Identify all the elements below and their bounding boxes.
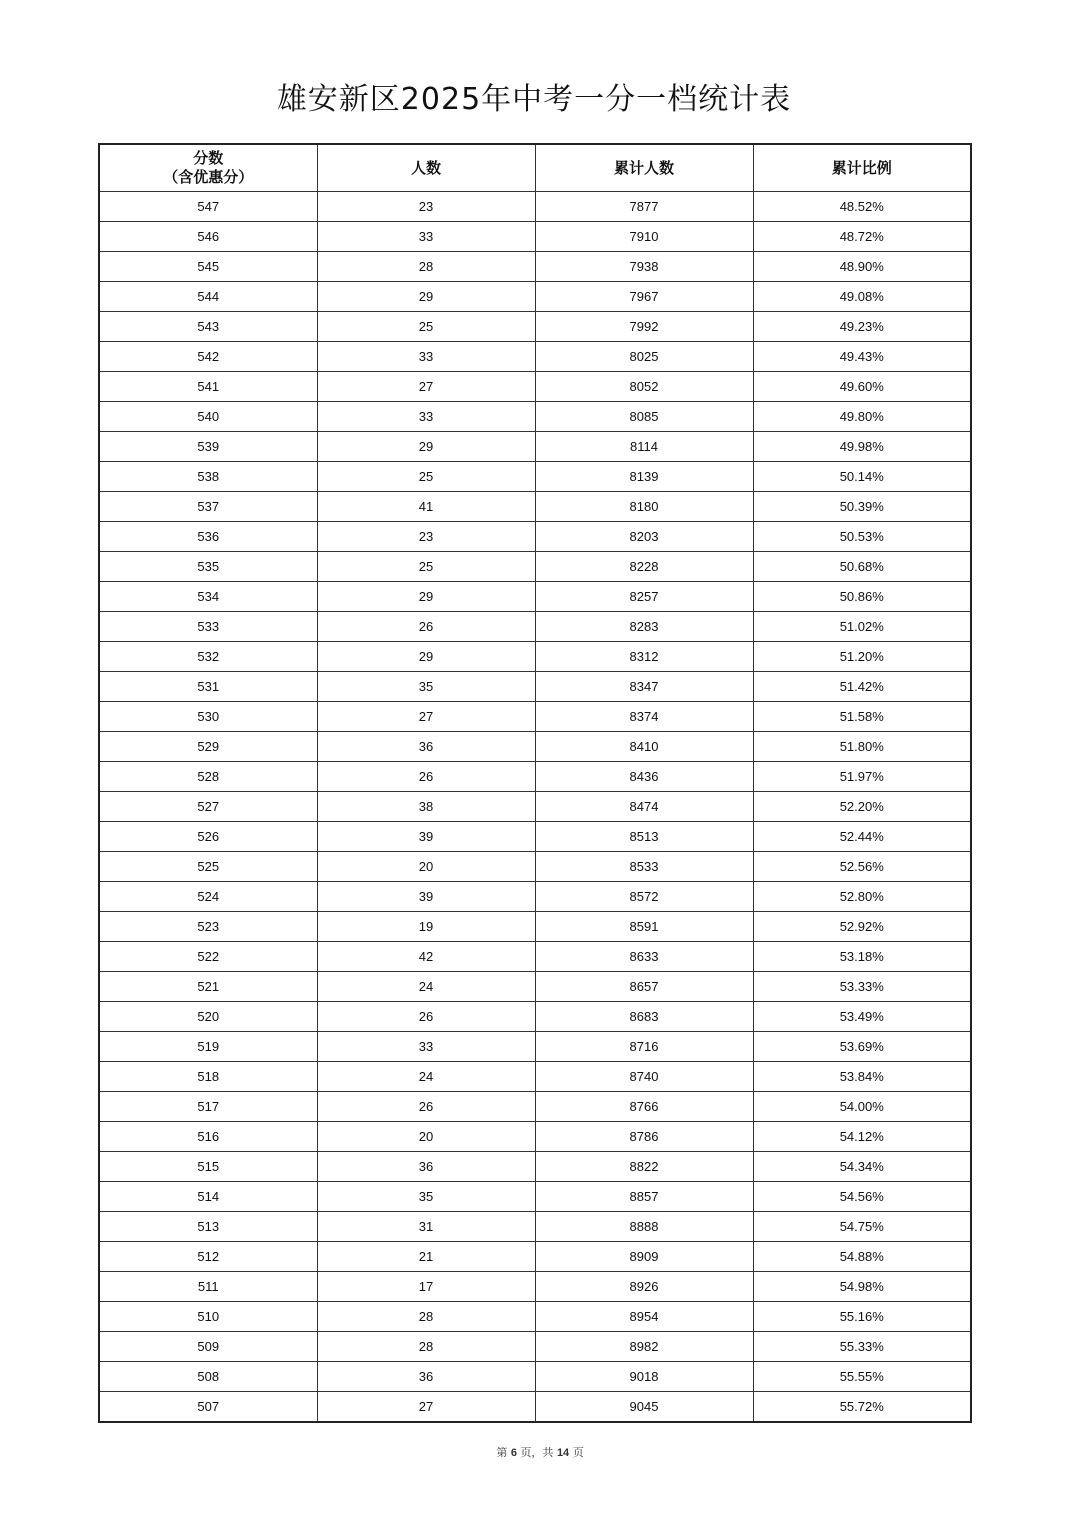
cell-score: 526	[99, 822, 317, 852]
cell-cumulative-count: 8572	[535, 882, 753, 912]
cell-cumulative-count: 8633	[535, 942, 753, 972]
cell-score: 525	[99, 852, 317, 882]
cell-cumulative-count: 8513	[535, 822, 753, 852]
cell-cumulative-count: 8926	[535, 1272, 753, 1302]
cell-score: 524	[99, 882, 317, 912]
cell-count: 31	[317, 1212, 535, 1242]
cell-cumulative-count: 9045	[535, 1392, 753, 1423]
cell-score: 511	[99, 1272, 317, 1302]
cell-cumulative-count: 7910	[535, 222, 753, 252]
cell-score: 538	[99, 462, 317, 492]
page-footer	[0, 1444, 1080, 1460]
cell-cumulative-ratio: 50.53%	[753, 522, 971, 552]
footer-prefix: 第	[496, 1446, 508, 1459]
cell-cumulative-ratio: 48.52%	[753, 192, 971, 222]
table-row	[99, 1032, 971, 1062]
table-row	[99, 642, 971, 672]
header-score-line2: （含优惠分）	[163, 168, 254, 186]
cell-cumulative-ratio: 48.90%	[753, 252, 971, 282]
table-row	[99, 1302, 971, 1332]
table-row	[99, 1362, 971, 1392]
cell-cumulative-ratio: 54.75%	[753, 1212, 971, 1242]
cell-count: 28	[317, 1302, 535, 1332]
cell-count: 19	[317, 912, 535, 942]
cell-score: 515	[99, 1152, 317, 1182]
table-row	[99, 912, 971, 942]
table-body	[99, 192, 971, 1423]
cell-score: 519	[99, 1032, 317, 1062]
table-row	[99, 672, 971, 702]
cell-count: 36	[317, 1152, 535, 1182]
cell-cumulative-ratio: 54.98%	[753, 1272, 971, 1302]
cell-count: 20	[317, 852, 535, 882]
header-cumulative-ratio: 累计比例	[753, 144, 971, 192]
cell-cumulative-count: 8283	[535, 612, 753, 642]
cell-cumulative-ratio: 48.72%	[753, 222, 971, 252]
cell-cumulative-count: 8085	[535, 402, 753, 432]
cell-cumulative-count: 7877	[535, 192, 753, 222]
cell-cumulative-ratio: 55.16%	[753, 1302, 971, 1332]
cell-cumulative-ratio: 51.20%	[753, 642, 971, 672]
cell-cumulative-count: 8312	[535, 642, 753, 672]
cell-count: 27	[317, 702, 535, 732]
cell-cumulative-count: 8410	[535, 732, 753, 762]
cell-count: 29	[317, 432, 535, 462]
cell-score: 534	[99, 582, 317, 612]
cell-count: 26	[317, 762, 535, 792]
table-row	[99, 942, 971, 972]
cell-score: 517	[99, 1092, 317, 1122]
cell-count: 27	[317, 1392, 535, 1423]
cell-count: 29	[317, 282, 535, 312]
table-row	[99, 402, 971, 432]
cell-cumulative-count: 8591	[535, 912, 753, 942]
table-row	[99, 1332, 971, 1362]
cell-score: 528	[99, 762, 317, 792]
cell-score: 530	[99, 702, 317, 732]
table-row	[99, 222, 971, 252]
cell-count: 36	[317, 732, 535, 762]
footer-suffix: 页	[572, 1446, 584, 1459]
table-row	[99, 1182, 971, 1212]
footer-total-pages: 14	[556, 1447, 570, 1459]
table-row	[99, 462, 971, 492]
cell-cumulative-count: 8257	[535, 582, 753, 612]
cell-cumulative-ratio: 51.42%	[753, 672, 971, 702]
table-row	[99, 762, 971, 792]
cell-cumulative-ratio: 49.80%	[753, 402, 971, 432]
cell-cumulative-count: 8436	[535, 762, 753, 792]
cell-cumulative-ratio: 54.56%	[753, 1182, 971, 1212]
cell-cumulative-ratio: 49.08%	[753, 282, 971, 312]
cell-count: 35	[317, 672, 535, 702]
cell-cumulative-count: 9018	[535, 1362, 753, 1392]
cell-count: 39	[317, 822, 535, 852]
cell-count: 42	[317, 942, 535, 972]
cell-score: 547	[99, 192, 317, 222]
cell-cumulative-count: 8139	[535, 462, 753, 492]
cell-cumulative-ratio: 52.44%	[753, 822, 971, 852]
cell-cumulative-ratio: 50.86%	[753, 582, 971, 612]
cell-count: 33	[317, 1032, 535, 1062]
cell-score: 508	[99, 1362, 317, 1392]
cell-score: 509	[99, 1332, 317, 1362]
table-row	[99, 192, 971, 222]
cell-cumulative-ratio: 51.02%	[753, 612, 971, 642]
cell-cumulative-ratio: 52.56%	[753, 852, 971, 882]
cell-cumulative-count: 8025	[535, 342, 753, 372]
cell-count: 35	[317, 1182, 535, 1212]
cell-score: 540	[99, 402, 317, 432]
cell-count: 23	[317, 192, 535, 222]
cell-cumulative-count: 7938	[535, 252, 753, 282]
cell-score: 537	[99, 492, 317, 522]
table-row	[99, 822, 971, 852]
cell-score: 527	[99, 792, 317, 822]
cell-score: 533	[99, 612, 317, 642]
cell-score: 522	[99, 942, 317, 972]
table-row	[99, 522, 971, 552]
cell-cumulative-ratio: 51.58%	[753, 702, 971, 732]
cell-cumulative-count: 8052	[535, 372, 753, 402]
cell-cumulative-count: 8740	[535, 1062, 753, 1092]
cell-cumulative-ratio: 51.97%	[753, 762, 971, 792]
cell-score: 545	[99, 252, 317, 282]
cell-count: 24	[317, 972, 535, 1002]
table-row	[99, 252, 971, 282]
cell-cumulative-ratio: 49.98%	[753, 432, 971, 462]
cell-cumulative-count: 8228	[535, 552, 753, 582]
table-row	[99, 582, 971, 612]
cell-count: 33	[317, 342, 535, 372]
cell-cumulative-ratio: 50.68%	[753, 552, 971, 582]
table-row	[99, 372, 971, 402]
cell-cumulative-count: 8786	[535, 1122, 753, 1152]
cell-cumulative-count: 8533	[535, 852, 753, 882]
cell-score: 529	[99, 732, 317, 762]
table-row	[99, 612, 971, 642]
table-row	[99, 1002, 971, 1032]
cell-cumulative-count: 8114	[535, 432, 753, 462]
cell-score: 544	[99, 282, 317, 312]
cell-cumulative-count: 7992	[535, 312, 753, 342]
cell-cumulative-ratio: 53.33%	[753, 972, 971, 1002]
table-row	[99, 972, 971, 1002]
cell-cumulative-count: 8857	[535, 1182, 753, 1212]
cell-count: 25	[317, 312, 535, 342]
cell-count: 25	[317, 462, 535, 492]
table-row	[99, 1062, 971, 1092]
cell-cumulative-count: 8716	[535, 1032, 753, 1062]
table-row	[99, 1242, 971, 1272]
cell-cumulative-count: 8374	[535, 702, 753, 732]
header-score	[99, 144, 317, 192]
cell-count: 38	[317, 792, 535, 822]
cell-cumulative-count: 8474	[535, 792, 753, 822]
cell-score: 532	[99, 642, 317, 672]
cell-cumulative-count: 8982	[535, 1332, 753, 1362]
cell-score: 531	[99, 672, 317, 702]
cell-count: 26	[317, 1092, 535, 1122]
cell-cumulative-count: 8888	[535, 1212, 753, 1242]
cell-count: 28	[317, 252, 535, 282]
cell-count: 33	[317, 222, 535, 252]
cell-score: 535	[99, 552, 317, 582]
cell-cumulative-count: 8657	[535, 972, 753, 1002]
cell-cumulative-ratio: 54.12%	[753, 1122, 971, 1152]
cell-score: 521	[99, 972, 317, 1002]
cell-count: 25	[317, 552, 535, 582]
header-cumulative-count: 累计人数	[535, 144, 753, 192]
cell-cumulative-ratio: 53.69%	[753, 1032, 971, 1062]
cell-cumulative-ratio: 52.20%	[753, 792, 971, 822]
cell-cumulative-count: 8822	[535, 1152, 753, 1182]
cell-score: 543	[99, 312, 317, 342]
cell-cumulative-ratio: 55.55%	[753, 1362, 971, 1392]
header-score-line1: 分数	[193, 149, 224, 167]
cell-cumulative-ratio: 49.23%	[753, 312, 971, 342]
table-row	[99, 702, 971, 732]
cell-score: 510	[99, 1302, 317, 1332]
cell-cumulative-ratio: 54.88%	[753, 1242, 971, 1272]
table-row	[99, 552, 971, 582]
cell-score: 507	[99, 1392, 317, 1423]
cell-cumulative-ratio: 49.60%	[753, 372, 971, 402]
cell-cumulative-ratio: 52.80%	[753, 882, 971, 912]
table-row	[99, 312, 971, 342]
cell-cumulative-count: 8909	[535, 1242, 753, 1272]
table-row	[99, 492, 971, 522]
cell-cumulative-ratio: 53.49%	[753, 1002, 971, 1032]
cell-score: 546	[99, 222, 317, 252]
cell-count: 27	[317, 372, 535, 402]
cell-count: 28	[317, 1332, 535, 1362]
cell-count: 23	[317, 522, 535, 552]
cell-count: 39	[317, 882, 535, 912]
cell-score: 539	[99, 432, 317, 462]
cell-count: 29	[317, 642, 535, 672]
footer-page-number: 6	[510, 1447, 517, 1459]
cell-cumulative-ratio: 54.34%	[753, 1152, 971, 1182]
table-row	[99, 1272, 971, 1302]
table-row	[99, 282, 971, 312]
cell-cumulative-ratio: 51.80%	[753, 732, 971, 762]
cell-score: 512	[99, 1242, 317, 1272]
cell-cumulative-ratio: 53.18%	[753, 942, 971, 972]
cell-cumulative-count: 8180	[535, 492, 753, 522]
cell-count: 24	[317, 1062, 535, 1092]
table-header-row	[99, 144, 971, 192]
cell-score: 518	[99, 1062, 317, 1092]
cell-cumulative-ratio: 55.33%	[753, 1332, 971, 1362]
cell-count: 20	[317, 1122, 535, 1152]
cell-cumulative-count: 8347	[535, 672, 753, 702]
cell-score: 514	[99, 1182, 317, 1212]
cell-score: 516	[99, 1122, 317, 1152]
cell-cumulative-ratio: 50.14%	[753, 462, 971, 492]
cell-cumulative-count: 8766	[535, 1092, 753, 1122]
cell-cumulative-ratio: 53.84%	[753, 1062, 971, 1092]
cell-cumulative-ratio: 52.92%	[753, 912, 971, 942]
table-row	[99, 1122, 971, 1152]
table-row	[99, 852, 971, 882]
table-row	[99, 1092, 971, 1122]
cell-score: 520	[99, 1002, 317, 1032]
header-count: 人数	[317, 144, 535, 192]
score-distribution-table	[98, 143, 972, 1423]
cell-cumulative-ratio: 55.72%	[753, 1392, 971, 1423]
cell-score: 542	[99, 342, 317, 372]
cell-cumulative-ratio: 49.43%	[753, 342, 971, 372]
cell-count: 29	[317, 582, 535, 612]
cell-count: 26	[317, 612, 535, 642]
table-row	[99, 732, 971, 762]
cell-count: 17	[317, 1272, 535, 1302]
table-row	[99, 792, 971, 822]
cell-score: 513	[99, 1212, 317, 1242]
table-row	[99, 432, 971, 462]
cell-cumulative-count: 7967	[535, 282, 753, 312]
cell-count: 36	[317, 1362, 535, 1392]
cell-cumulative-count: 8683	[535, 1002, 753, 1032]
cell-score: 523	[99, 912, 317, 942]
cell-cumulative-count: 8954	[535, 1302, 753, 1332]
table-row	[99, 882, 971, 912]
cell-score: 541	[99, 372, 317, 402]
table-header	[99, 144, 971, 192]
table-row	[99, 1152, 971, 1182]
cell-score: 536	[99, 522, 317, 552]
table-row	[99, 342, 971, 372]
page-title: 雄安新区2025年中考一分一档统计表	[276, 82, 792, 117]
cell-count: 33	[317, 402, 535, 432]
cell-count: 21	[317, 1242, 535, 1272]
footer-middle: 页，共	[520, 1446, 554, 1459]
cell-cumulative-ratio: 54.00%	[753, 1092, 971, 1122]
table-row	[99, 1212, 971, 1242]
table-row	[99, 1392, 971, 1423]
cell-cumulative-count: 8203	[535, 522, 753, 552]
cell-count: 26	[317, 1002, 535, 1032]
cell-count: 41	[317, 492, 535, 522]
cell-cumulative-ratio: 50.39%	[753, 492, 971, 522]
